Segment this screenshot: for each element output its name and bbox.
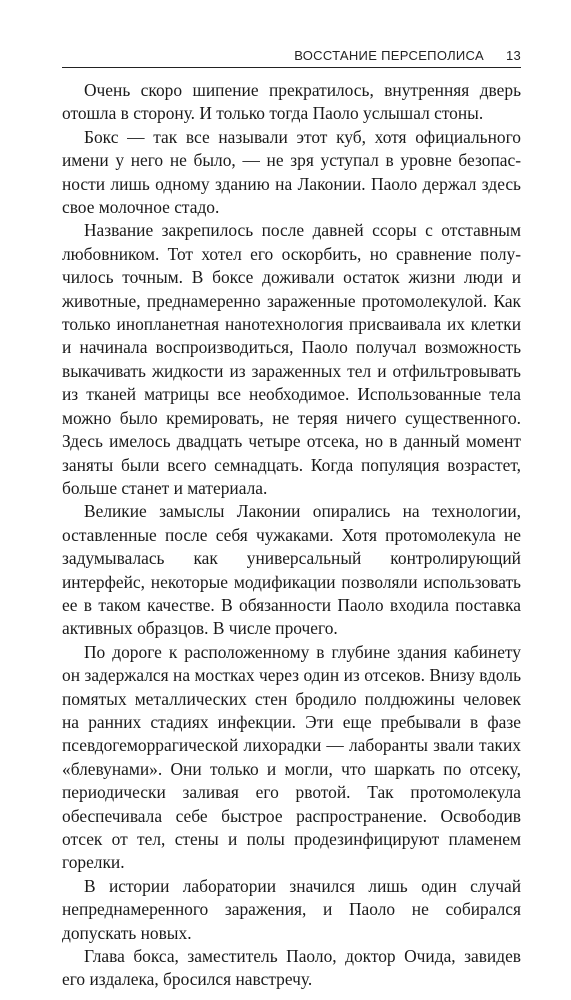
paragraph-5: По дороге к расположенному в глубине здания кабинету он задержался на мостках через один из отсеков. Внизу вдоль помятых металлических стен бродило полдюжины человек на ранних стадиях инфекции. Эти еще пребывали в фазе псевдогеморрагической лихорадки — лаборанты звали таких «блевунами». Они только и могли, что шаркать по отсеку, периодически заливая его рвотой. Так протомолекула обеспечивала себе быстрое распространение. Освободив отсек от тел, стены и полы продезинфицируют пламенем горелки. bbox=[62, 641, 521, 873]
paragraph-7: Глава бокса, заместитель Паоло, доктор Очида, завидев его издалека, бросился навстречу. bbox=[62, 946, 521, 990]
paragraph-3: Название закрепилось после давней ссоры с отставным любовником. Тот хотел его оскорбить, но сравнение получилось точным. В боксе доживали остаток жизни люди и животные, преднамеренно зараженные протомолекулой. Как только инопланетная нанотехнология присваивала их клетки и начинала воспроизводиться, Паоло получал возможность выкачивать жидкости из зараженных тел и отфильтровывать из тканей матрицы все необходимое. Использованные тела можно было кремировать, не теряя ничего существенного. Здесь имелось двадцать четыре отсека, но в данный момент заняты были всего семнадцать. Когда популяция возрастет, больше станет и материала. bbox=[62, 220, 521, 498]
running-title: ВОССТАНИЕ ПЕРСЕПОЛИСА bbox=[294, 47, 484, 63]
header-rule bbox=[62, 67, 521, 68]
paragraph-6: В истории лаборатории значился лишь один случай непреднамеренного заражения, и Паоло не собирался допускать новых. bbox=[62, 875, 521, 943]
page-number: 13 bbox=[505, 47, 521, 63]
paragraph-1: Очень скоро шипение прекратилось, внутренняя дверь отошла в сторону. И только тогда Паоло услышал стоны. bbox=[62, 80, 521, 124]
running-header bbox=[62, 44, 521, 66]
paragraph-2: Бокс — так все называли этот куб, хотя официального имени у него не было, — не зря уступал в уровне безопасности лишь одному зданию на Лаконии. Паоло держал здесь свое молочное стадо. bbox=[62, 126, 521, 218]
body-text bbox=[62, 79, 521, 992]
paragraph-4: Великие замыслы Лаконии опирались на технологии, оставленные после себя чужаками. Хотя протомолекула не задумывалась как универсальный контролирующий интерфейс, некоторые модификации позволяли использовать ее в таком качестве. В обязанности Паоло входила поставка активных образцов. В числе прочего. bbox=[62, 501, 521, 639]
